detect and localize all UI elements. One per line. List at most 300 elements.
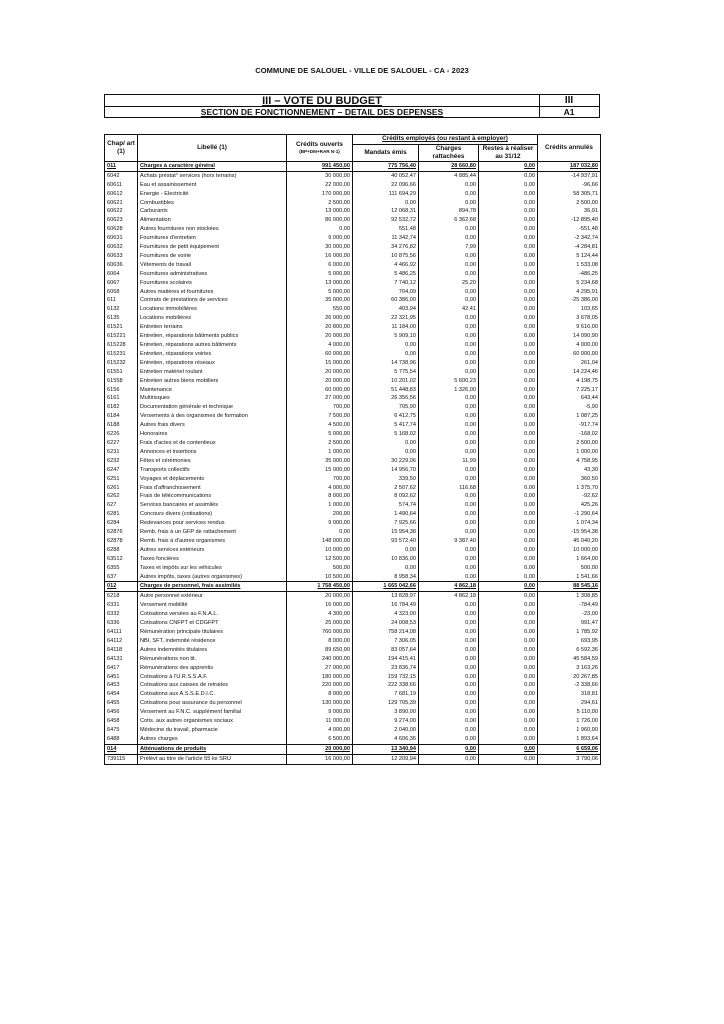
row-mandats: 9 274,00 — [353, 717, 419, 726]
row-credits-ouverts: 700,00 — [287, 403, 353, 412]
row-mandats: 2 040,00 — [353, 726, 419, 735]
table-row — [105, 386, 601, 395]
row-charges: 0,00 — [419, 181, 479, 190]
row-restes: 0,00 — [479, 673, 538, 682]
row-restes: 0,00 — [479, 681, 538, 690]
table-row — [105, 270, 601, 279]
table-row — [105, 305, 601, 314]
header-libelle: Libellé (1) — [138, 135, 287, 162]
row-label: Entretien, réparations voiries — [138, 350, 287, 359]
row-mandats: 13 340,94 — [353, 744, 419, 754]
table-row — [105, 439, 601, 448]
row-mandats: 51 448,83 — [353, 386, 419, 395]
row-annules: 7 225,17 — [538, 386, 601, 395]
row-mandats: 13 828,97 — [353, 592, 419, 601]
row-mandats: 7 306,05 — [353, 637, 419, 646]
row-restes: 0,00 — [479, 690, 538, 699]
row-mandats: 551,48 — [353, 225, 419, 234]
row-annules: 1 893,64 — [538, 735, 601, 744]
row-charges: 0,00 — [419, 744, 479, 754]
row-restes: 0,00 — [479, 234, 538, 243]
header-credits-ouverts — [287, 135, 353, 162]
table-row — [105, 430, 601, 439]
row-mandats: 14 738,96 — [353, 359, 419, 368]
row-charges: 0,00 — [419, 448, 479, 457]
row-restes: 0,00 — [479, 430, 538, 439]
row-charges: 0,00 — [419, 368, 479, 377]
row-code: 6064 — [105, 270, 138, 279]
header-restes: Restes à réaliser au 31/12 — [479, 144, 538, 161]
row-credits-ouverts: 20 000,00 — [287, 368, 353, 377]
row-annules: 88 545,16 — [538, 582, 601, 592]
row-restes: 0,00 — [479, 708, 538, 717]
table-row — [105, 664, 601, 673]
row-credits-ouverts: 30 000,00 — [287, 243, 353, 252]
row-restes: 0,00 — [479, 619, 538, 628]
row-restes: 0,00 — [479, 332, 538, 341]
table-row — [105, 537, 601, 546]
row-credits-ouverts: 16 000,00 — [287, 601, 353, 610]
row-label: Autres impôts, taxes (autres organismes) — [138, 573, 287, 582]
row-annules: 643,44 — [538, 394, 601, 403]
row-label: Multirisques — [138, 394, 287, 403]
row-code: 6331 — [105, 601, 138, 610]
row-charges: 0,00 — [419, 430, 479, 439]
row-restes: 0,00 — [479, 601, 538, 610]
row-charges: 0,00 — [419, 510, 479, 519]
row-mandats: 8 958,34 — [353, 573, 419, 582]
table-row — [105, 199, 601, 208]
table-row — [105, 403, 601, 412]
row-charges: 0,00 — [419, 601, 479, 610]
row-mandats: 5 417,74 — [353, 421, 419, 430]
row-charges: 0,00 — [419, 341, 479, 350]
row-annules: 60 000,00 — [538, 350, 601, 359]
table-row — [105, 592, 601, 601]
table-row — [105, 519, 601, 528]
row-restes: 0,00 — [479, 664, 538, 673]
row-charges: 4 862,18 — [419, 592, 479, 601]
row-label: Autres fournitures non stockées — [138, 225, 287, 234]
row-credits-ouverts: 25 000,00 — [287, 619, 353, 628]
row-label: Alimentation — [138, 216, 287, 225]
table-row — [105, 673, 601, 682]
table-row — [105, 234, 601, 243]
table-row — [105, 323, 601, 332]
row-label: Fournitures de petit équipement — [138, 243, 287, 252]
row-charges: 5 600,23 — [419, 377, 479, 386]
row-mandats: 5 168,02 — [353, 430, 419, 439]
row-mandats: 7 681,19 — [353, 690, 419, 699]
row-restes: 0,00 — [479, 637, 538, 646]
row-mandats: 339,50 — [353, 475, 419, 484]
row-credits-ouverts: 8 000,00 — [287, 637, 353, 646]
row-label: Fournitures scolaires — [138, 279, 287, 288]
row-restes: 0,00 — [479, 726, 538, 735]
row-restes: 0,00 — [479, 744, 538, 754]
row-credits-ouverts: 60 000,00 — [287, 386, 353, 395]
row-restes: 0,00 — [479, 448, 538, 457]
row-charges: 28 660,80 — [419, 161, 479, 171]
row-label: Remb. frais à d'autres organismes — [138, 537, 287, 546]
row-charges: 0,00 — [419, 288, 479, 297]
row-restes: 0,00 — [479, 646, 538, 655]
row-code: 60632 — [105, 243, 138, 252]
row-annules: 14 224,46 — [538, 368, 601, 377]
row-charges: 0,00 — [419, 699, 479, 708]
row-charges: 0,00 — [419, 690, 479, 699]
row-code: 62878 — [105, 537, 138, 546]
row-annules: 4 295,91 — [538, 288, 601, 297]
row-code: 6456 — [105, 708, 138, 717]
row-restes: 0,00 — [479, 225, 538, 234]
row-label: Annonces et insertions — [138, 448, 287, 457]
row-annules: 20 267,85 — [538, 673, 601, 682]
row-label: Cotis. aux autres organismes sociaux — [138, 717, 287, 726]
row-credits-ouverts: 130 000,00 — [287, 699, 353, 708]
row-annules: 693,95 — [538, 637, 601, 646]
row-label: Transports collectifs — [138, 466, 287, 475]
row-label: Locations immobilières — [138, 305, 287, 314]
row-mandats: 7 925,66 — [353, 519, 419, 528]
row-code: 6161 — [105, 394, 138, 403]
row-mandats: 403,94 — [353, 305, 419, 314]
table-row — [105, 628, 601, 637]
row-restes: 0,00 — [479, 501, 538, 510]
table-row — [105, 296, 601, 305]
row-credits-ouverts: 0,00 — [287, 225, 353, 234]
row-charges: 0,00 — [419, 681, 479, 690]
row-annules: 1 960,00 — [538, 726, 601, 735]
row-charges: 25,20 — [419, 279, 479, 288]
row-restes: 0,00 — [479, 386, 538, 395]
row-charges: 0,00 — [419, 564, 479, 573]
row-label: Autres charges — [138, 735, 287, 744]
row-charges: 0,00 — [419, 646, 479, 655]
row-label: Cotisations versées au F.N.A.L. — [138, 610, 287, 619]
row-label: Médecine du travail, pharmacie — [138, 726, 287, 735]
row-annules: -2 338,66 — [538, 681, 601, 690]
row-code: 6188 — [105, 421, 138, 430]
row-label: Entretien, réparations réseaux — [138, 359, 287, 368]
table-row — [105, 332, 601, 341]
row-credits-ouverts: 20 000,00 — [287, 744, 353, 754]
row-mandats: 34 276,82 — [353, 243, 419, 252]
row-restes: 0,00 — [479, 528, 538, 537]
row-annules: 6 592,36 — [538, 646, 601, 655]
row-mandats: 0,00 — [353, 439, 419, 448]
table-row — [105, 555, 601, 564]
table-body — [105, 161, 601, 764]
row-restes: 0,00 — [479, 161, 538, 171]
row-annules: 3 163,26 — [538, 664, 601, 673]
row-code: 64112 — [105, 637, 138, 646]
row-mandats: 83 057,64 — [353, 646, 419, 655]
row-label: Rémunération principale titulaires — [138, 628, 287, 637]
row-restes: 0,00 — [479, 592, 538, 601]
row-label: Entretien matériel roulant — [138, 368, 287, 377]
row-charges: 0,00 — [419, 190, 479, 199]
row-annules: 45 584,59 — [538, 655, 601, 664]
row-charges: 0,00 — [419, 199, 479, 208]
row-label: Documentation générale et technique — [138, 403, 287, 412]
row-code: 60621 — [105, 199, 138, 208]
row-code: 6156 — [105, 386, 138, 395]
table-row — [105, 466, 601, 475]
row-mandats: 0,00 — [353, 341, 419, 350]
table-row — [105, 207, 601, 216]
table-row — [105, 359, 601, 368]
row-label: Combustibles — [138, 199, 287, 208]
row-code: 6135 — [105, 314, 138, 323]
row-annules: 4 000,00 — [538, 341, 601, 350]
row-charges: 0,00 — [419, 439, 479, 448]
row-label: Entretien, réparations bâtiments publics — [138, 332, 287, 341]
row-annules: 1 726,00 — [538, 717, 601, 726]
row-code: 60612 — [105, 190, 138, 199]
row-annules: 1 074,34 — [538, 519, 601, 528]
row-code: 739115 — [105, 754, 138, 764]
row-annules: -486,25 — [538, 270, 601, 279]
row-label: Honoraires — [138, 430, 287, 439]
row-charges: 0,00 — [419, 421, 479, 430]
row-credits-ouverts: 700,00 — [287, 475, 353, 484]
row-mandats: 129 705,39 — [353, 699, 419, 708]
row-code: 6132 — [105, 305, 138, 314]
table-row — [105, 708, 601, 717]
row-mandats: 16 784,49 — [353, 601, 419, 610]
row-restes: 0,00 — [479, 754, 538, 764]
row-label: Cotisations aux A.S.S.E.D.I.C. — [138, 690, 287, 699]
row-credits-ouverts: 4 500,00 — [287, 421, 353, 430]
row-annules: -96,66 — [538, 181, 601, 190]
row-mandats: 2 507,62 — [353, 484, 419, 493]
row-credits-ouverts: 86 000,00 — [287, 216, 353, 225]
row-code: 615228 — [105, 341, 138, 350]
row-charges: 0,00 — [419, 492, 479, 501]
row-credits-ouverts: 9 000,00 — [287, 234, 353, 243]
row-mandats: 30 229,06 — [353, 457, 419, 466]
row-code: 014 — [105, 744, 138, 754]
row-credits-ouverts: 11 000,00 — [287, 717, 353, 726]
row-restes: 0,00 — [479, 243, 538, 252]
row-credits-ouverts: 0,00 — [287, 528, 353, 537]
table-row — [105, 726, 601, 735]
row-label: NBI, SFT, indemnité résidence — [138, 637, 287, 646]
row-label: Remb. frais à un GFP de rattachement — [138, 528, 287, 537]
row-label: Versement au F.N.C. supplément familial — [138, 708, 287, 717]
row-code: 62876 — [105, 528, 138, 537]
row-label: Fournitures d'entretien — [138, 234, 287, 243]
row-label: Achats prestat° services (hors terrains) — [138, 171, 287, 180]
table-row — [105, 564, 601, 573]
row-code: 6458 — [105, 717, 138, 726]
row-label: Eau et assainissement — [138, 181, 287, 190]
row-annules: 43,30 — [538, 466, 601, 475]
row-annules: 991,47 — [538, 619, 601, 628]
row-label: Cotisations CNFPT et CDGFPT — [138, 619, 287, 628]
row-label: Autres services extérieurs — [138, 546, 287, 555]
row-credits-ouverts: 170 000,00 — [287, 190, 353, 199]
row-code: 6451 — [105, 673, 138, 682]
row-mandats: 0,00 — [353, 546, 419, 555]
row-code: 627 — [105, 501, 138, 510]
row-credits-ouverts: 220 000,00 — [287, 681, 353, 690]
row-restes: 0,00 — [479, 305, 538, 314]
row-charges: 0,00 — [419, 323, 479, 332]
row-credits-ouverts: 16 000,00 — [287, 754, 353, 764]
row-label: Versements à des organismes de formation — [138, 412, 287, 421]
row-code: 6475 — [105, 726, 138, 735]
row-restes: 0,00 — [479, 735, 538, 744]
row-annules: 1 785,92 — [538, 628, 601, 637]
row-charges: 116,68 — [419, 484, 479, 493]
table-row — [105, 573, 601, 582]
row-restes: 0,00 — [479, 171, 538, 180]
row-annules: 1 375,70 — [538, 484, 601, 493]
row-code: 6355 — [105, 564, 138, 573]
expenses-table — [104, 134, 601, 765]
row-charges: 0,00 — [419, 501, 479, 510]
row-credits-ouverts: 148 000,00 — [287, 537, 353, 546]
row-credits-ouverts: 4 000,00 — [287, 726, 353, 735]
row-restes: 0,00 — [479, 457, 538, 466]
row-credits-ouverts: 9 000,00 — [287, 708, 353, 717]
row-annules: 261,04 — [538, 359, 601, 368]
row-credits-ouverts: 240 000,00 — [287, 655, 353, 664]
row-credits-ouverts: 20 000,00 — [287, 377, 353, 386]
row-mandats: 12 068,31 — [353, 207, 419, 216]
row-restes: 0,00 — [479, 610, 538, 619]
row-restes: 0,00 — [479, 261, 538, 270]
row-mandats: 5 775,54 — [353, 368, 419, 377]
row-mandats: 15 954,38 — [353, 528, 419, 537]
row-restes: 0,00 — [479, 582, 538, 592]
row-mandats: 1 665 042,66 — [353, 582, 419, 592]
header-credits-ouverts-note: (BP+DM+RAR N-1) — [299, 148, 340, 154]
row-credits-ouverts: 7 500,00 — [287, 412, 353, 421]
row-mandats: 5 486,25 — [353, 270, 419, 279]
row-charges: 0,00 — [419, 555, 479, 564]
row-mandats: 3 890,00 — [353, 708, 419, 717]
row-charges: 0,00 — [419, 573, 479, 582]
row-credits-ouverts: 10 500,00 — [287, 573, 353, 582]
row-annules: 425,26 — [538, 501, 601, 510]
row-charges: 0,00 — [419, 546, 479, 555]
row-annules: 1 000,00 — [538, 448, 601, 457]
row-code: 6281 — [105, 510, 138, 519]
row-credits-ouverts: 10 000,00 — [287, 546, 353, 555]
row-restes: 0,00 — [479, 573, 538, 582]
row-code: 60631 — [105, 234, 138, 243]
row-credits-ouverts: 22 000,00 — [287, 181, 353, 190]
row-annules: -1 290,64 — [538, 510, 601, 519]
row-mandats: 10 875,56 — [353, 252, 419, 261]
row-label: Frais d'affranchissement — [138, 484, 287, 493]
row-charges: 1 326,00 — [419, 386, 479, 395]
row-credits-ouverts: 8 000,00 — [287, 492, 353, 501]
table-row — [105, 528, 601, 537]
row-label: Versement mobilité — [138, 601, 287, 610]
row-credits-ouverts: 500,00 — [287, 564, 353, 573]
chapter-total-row — [105, 582, 601, 592]
row-charges: 0,00 — [419, 664, 479, 673]
row-credits-ouverts: 35 000,00 — [287, 296, 353, 305]
row-charges: 0,00 — [419, 403, 479, 412]
row-restes: 0,00 — [479, 412, 538, 421]
row-annules: -168,02 — [538, 430, 601, 439]
row-code: 6042 — [105, 171, 138, 180]
row-code: 63512 — [105, 555, 138, 564]
row-mandats: 574,74 — [353, 501, 419, 510]
row-restes: 0,00 — [479, 699, 538, 708]
row-mandats: 758 214,08 — [353, 628, 419, 637]
row-annules: -4 284,81 — [538, 243, 601, 252]
row-annules: -25 386,00 — [538, 296, 601, 305]
section-code-bottom: A1 — [539, 106, 599, 118]
row-label: Charges à caractère général — [138, 161, 287, 171]
row-code: 6261 — [105, 484, 138, 493]
row-charges: 9 387,40 — [419, 537, 479, 546]
row-annules: 36,91 — [538, 207, 601, 216]
row-annules: 1 533,08 — [538, 261, 601, 270]
row-charges: 42,41 — [419, 305, 479, 314]
row-restes: 0,00 — [479, 252, 538, 261]
row-mandats: 12 209,94 — [353, 754, 419, 764]
row-code: 012 — [105, 582, 138, 592]
row-mandats: 4 466,92 — [353, 261, 419, 270]
table-row — [105, 655, 601, 664]
table-row — [105, 288, 601, 297]
row-label: Taxes et impôts sur les véhicules — [138, 564, 287, 573]
table-row — [105, 368, 601, 377]
row-credits-ouverts: 60 000,00 — [287, 350, 353, 359]
row-charges: 0,00 — [419, 359, 479, 368]
row-annules: -15 954,38 — [538, 528, 601, 537]
row-charges: 0,00 — [419, 726, 479, 735]
row-restes: 0,00 — [479, 537, 538, 546]
row-annules: 4 758,95 — [538, 457, 601, 466]
table-row — [105, 394, 601, 403]
row-label: Autres frais divers — [138, 421, 287, 430]
row-label: Energie - Electricité — [138, 190, 287, 199]
table-row — [105, 510, 601, 519]
table-row — [105, 421, 601, 430]
row-label: Autres indemnités titulaires — [138, 646, 287, 655]
section-title: III – VOTE DU BUDGET — [262, 95, 382, 107]
row-restes: 0,00 — [479, 421, 538, 430]
row-restes: 0,00 — [479, 492, 538, 501]
row-label: Carburants — [138, 207, 287, 216]
row-credits-ouverts: 2 500,00 — [287, 439, 353, 448]
row-label: Taxes foncières — [138, 555, 287, 564]
row-code: 6226 — [105, 430, 138, 439]
table-row — [105, 181, 601, 190]
row-code: 6184 — [105, 412, 138, 421]
row-restes: 0,00 — [479, 510, 538, 519]
row-restes: 0,00 — [479, 628, 538, 637]
row-restes: 0,00 — [479, 564, 538, 573]
row-charges: 0,00 — [419, 754, 479, 764]
row-charges: 0,00 — [419, 350, 479, 359]
row-code: 60628 — [105, 225, 138, 234]
row-restes: 0,00 — [479, 439, 538, 448]
section-code-top: III — [564, 95, 574, 106]
row-charges: 0,00 — [419, 673, 479, 682]
table-row — [105, 484, 601, 493]
row-credits-ouverts: 13 000,00 — [287, 279, 353, 288]
chapter-total-row — [105, 161, 601, 171]
